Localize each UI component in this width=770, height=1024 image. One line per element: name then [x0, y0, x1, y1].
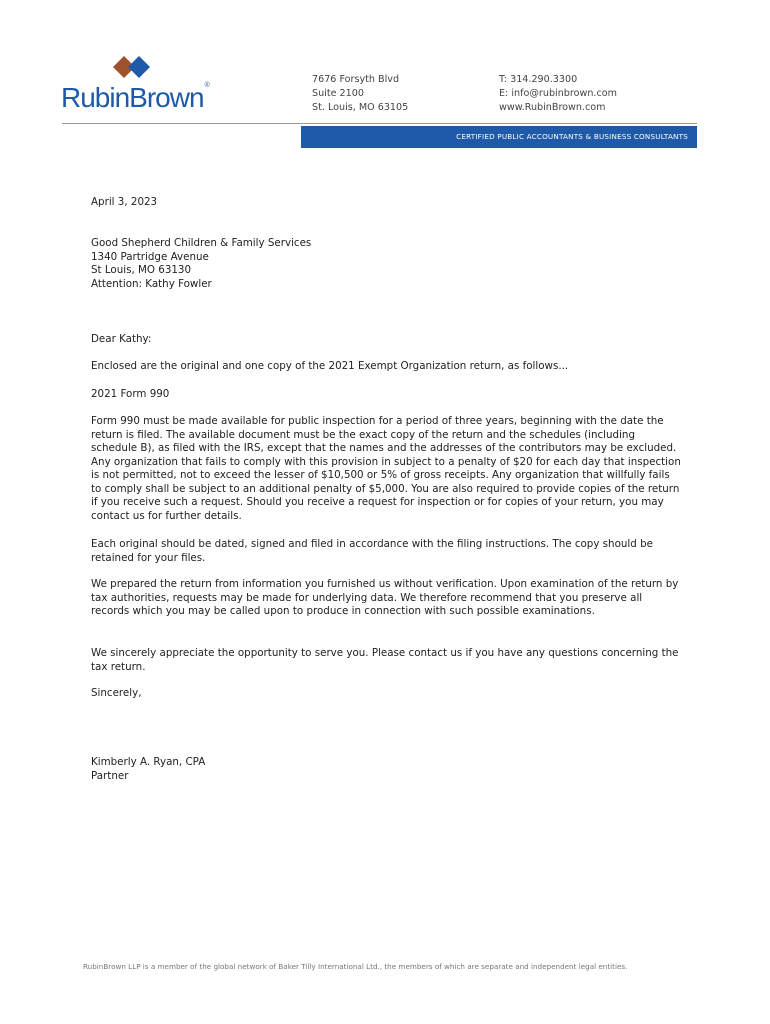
paragraph: We sincerely appreciate the opportunity to serve you. Please contact us if you have any questions concerning the tax return.: [91, 647, 679, 673]
tagline: CERTIFIED PUBLIC ACCOUNTANTS & BUSINESS CONSULTANTS: [456, 132, 688, 141]
website: www.RubinBrown.com: [499, 102, 606, 113]
header-divider: [62, 123, 697, 124]
email: E: info@rubinbrown.com: [499, 88, 617, 99]
signer-name: Kimberly A. Ryan, CPA: [91, 756, 206, 768]
signature-block: [91, 756, 205, 783]
signer-title: Partner: [91, 769, 129, 782]
phone: T: 314.290.3300: [499, 74, 578, 85]
paragraph: We prepared the return from information you furnished us without verification. Upon examination of the return by tax authorities, requests may be made for underlying data. We therefore recommend that you preserve all records which you may be called upon to produce in connection with such possible examinations.: [91, 578, 679, 617]
recipient-line: St Louis, MO 63130: [91, 264, 192, 276]
paragraph: Each original should be dated, signed and filed in accordance with the filing instructions. The copy should be retained for your files.: [91, 538, 653, 564]
intro-text: Enclosed are the original and one copy of the 2021 Exempt Organization return, as follows...: [91, 360, 569, 372]
form-heading: 2021 Form 990: [91, 388, 170, 400]
recipient-line: Attention: Kathy Fowler: [91, 277, 212, 290]
recipient-address: [91, 237, 311, 291]
company-logo: RubinBrown®: [61, 82, 209, 113]
address-line: 7676 Forsyth Blvd: [312, 74, 400, 85]
company-contact: [499, 73, 617, 115]
salutation: Dear Kathy:: [91, 333, 152, 345]
recipient-line: Good Shepherd Children & Family Services: [91, 237, 312, 249]
company-address: [312, 73, 408, 115]
letter-date: April 3, 2023: [91, 196, 158, 208]
paragraph: Form 990 must be made available for public inspection for a period of three years, beginning with the date the return is filed. The available document must be the exact copy of the return and the schedules (including schedule B), as filed with the IRS, except that the names and the addresses of the contributors may be excluded. Any organization that fails to comply with this provision in subject to a penalty of $20 for each day that inspection is not permitted, not to exceed the lesser of $10,500 or 5% of gross receipts. Any organization that willfully fails to comply shall be subject to an additional penalty of $5,000. You are also required to provide copies of the return if you receive such a request. Should you receive a request for inspection or for copies of your return, you may contact us for further details.: [91, 415, 681, 522]
address-line: St. Louis, MO 63105: [312, 102, 409, 113]
address-line: Suite 2100: [312, 88, 364, 99]
closing: Sincerely,: [91, 687, 142, 699]
tagline-bar: [301, 126, 697, 148]
footer-disclaimer: RubinBrown LLP is a member of the global network of Baker Tilly International Ltd., the members of which are separate and independent legal entities.: [83, 962, 628, 971]
recipient-line: 1340 Partridge Avenue: [91, 250, 209, 263]
